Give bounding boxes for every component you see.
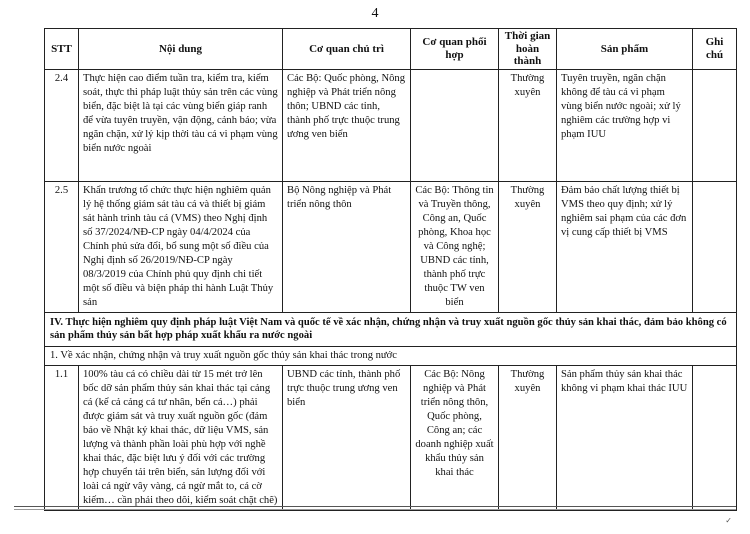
row-coop-agency: Các Bộ: Thông tin và Truyền thông, Công an, Quốc phòng, Khoa học và Công nghệ; UBND các tỉnh, thành phố trực thuộc TW ven biển — [411, 182, 499, 313]
row-deadline: Thường xuyên — [499, 182, 557, 313]
header-coop-agency: Cơ quan phối hợp — [411, 29, 499, 70]
row-coop-agency — [411, 70, 499, 182]
header-product: Sản phẩm — [557, 29, 693, 70]
row-lead-agency: Các Bộ: Quốc phòng, Nông nghiệp và Phát triển nông thôn; UBND các tỉnh, thành phố trực thuộc trung ương ven biển — [283, 70, 411, 182]
row-deadline: Thường xuyên — [499, 70, 557, 182]
row-product: Sản phẩm thủy sản khai thác không vi phạm khai thác IUU — [557, 366, 693, 511]
row-note — [693, 366, 737, 511]
row-stt: 2.5 — [45, 182, 79, 313]
table-row — [45, 182, 737, 313]
row-stt: 1.1 — [45, 366, 79, 511]
row-product: Tuyên truyền, ngăn chặn không để tàu cá vi phạm vùng biển nước ngoài; xử lý nghiêm các trường hợp vi phạm IUU — [557, 70, 693, 182]
section-iv-heading: IV. Thực hiện nghiêm quy định pháp luật Việt Nam và quốc tế về xác nhận, chứng nhận và truy xuất nguồn gốc thủy sản khai thác, đảm bảo không có sản phẩm thủy sản bất hợp pháp xuất khẩu ra nước ngoài — [45, 312, 737, 347]
action-plan-table — [44, 28, 737, 511]
footer-rule — [14, 509, 736, 510]
header-deadline: Thời gian hoàn thành — [499, 29, 557, 70]
header-lead-agency: Cơ quan chủ trì — [283, 29, 411, 70]
row-content: 100% tàu cá có chiều dài từ 15 mét trở lên bốc dỡ sản phẩm thủy sản khai thác tại cảng cá (kể cả cảng cá tư nhân, bến cá…) phải được giám sát và truy xuất nguồn gốc (đảm bảo về Nhật ký khai thác, dữ liệu VMS, sản lượng và thành phần loài phù hợp với nghề khai thác, đặc biệt lưu ý đối với các trường hợp chuyển tải trên biển, sản lượng đối với loài cá ngừ vây vàng, cá ngừ mắt to, cá cờ kiếm… cần phải theo dõi, kiểm soát chặt chẽ) — [79, 366, 283, 511]
row-lead-agency: UBND các tỉnh, thành phố trực thuộc trung ương ven biển — [283, 366, 411, 511]
row-stt: 2.4 — [45, 70, 79, 182]
table-row — [45, 70, 737, 182]
table-row — [45, 366, 737, 511]
header-content: Nội dung — [79, 29, 283, 70]
table-header-row — [45, 29, 737, 70]
row-product: Đảm bảo chất lượng thiết bị VMS theo quy định; xử lý nghiêm sai phạm của các đơn vị cung cấp thiết bị VMS — [557, 182, 693, 313]
row-note — [693, 182, 737, 313]
row-deadline: Thường xuyên — [499, 366, 557, 511]
subsection-1-heading: 1. Về xác nhận, chứng nhận và truy xuất nguồn gốc thủy sản khai thác trong nước — [45, 347, 737, 366]
scan-mark-icon: ✓ — [725, 516, 732, 525]
section-heading-row — [45, 312, 737, 347]
row-lead-agency: Bộ Nông nghiệp và Phát triển nông thôn — [283, 182, 411, 313]
row-note — [693, 70, 737, 182]
row-coop-agency: Các Bộ: Nông nghiệp và Phát triển nông thôn, Quốc phòng, Công an; các doanh nghiệp xuất khẩu thủy sản khai thác — [411, 366, 499, 511]
page-number: 4 — [371, 6, 379, 21]
row-content: Khẩn trương tổ chức thực hiện nghiêm quản lý hệ thống giám sát tàu cá và thiết bị giám sát hành trình tàu cá (VMS) theo Nghị định số 37/2024/NĐ-CP ngày 04/4/2024 của Chính phủ sửa đổi, bổ sung một số điều của Nghị định số 26/2019/NĐ-CP ngày 08/3/2019 của Chính phủ quy định chi tiết một số điều và biện pháp thi hành Luật Thủy sản — [79, 182, 283, 313]
header-stt: STT — [45, 29, 79, 70]
subsection-heading-row — [45, 347, 737, 366]
header-note: Ghi chú — [693, 29, 737, 70]
footer-rule — [14, 506, 736, 507]
row-content: Thực hiện cao điểm tuần tra, kiểm tra, kiểm soát, thực thi pháp luật thủy sản trên các vùng biển, đặc biệt là tại các vùng biển giáp ranh để vừa tuyên truyền, vận động, cảnh báo; vừa ngăn chặn, xử lý kịp thời tàu cá vi phạm vùng biển nước ngoài — [79, 70, 283, 182]
